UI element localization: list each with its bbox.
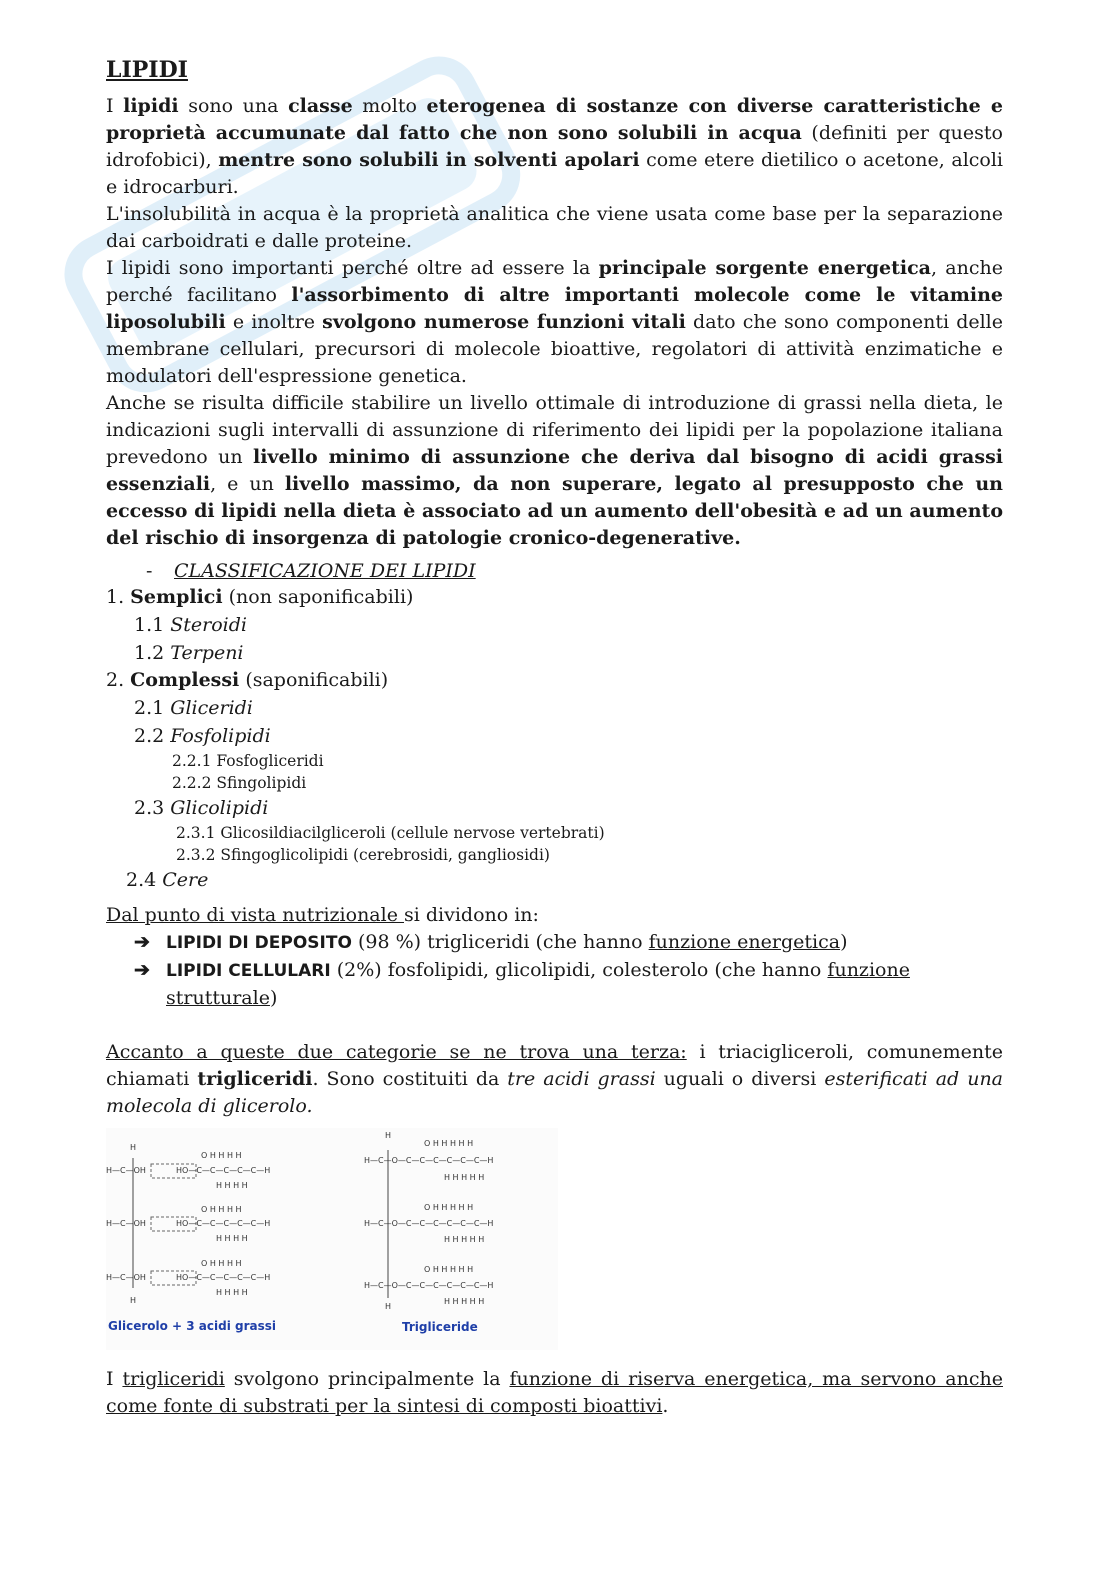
svg-text:O H H H H: O H H H H bbox=[201, 1151, 242, 1160]
svg-text:O H H H H H: O H H H H H bbox=[424, 1265, 474, 1274]
list-item: 2.2 Fosfolipidi bbox=[134, 725, 271, 747]
svg-text:H: H bbox=[385, 1131, 392, 1140]
svg-text:H H H H: H H H H bbox=[216, 1181, 248, 1190]
nutrition-item-cellulari: ➔ LIPIDI CELLULARI (2%) fosfolipidi, glicolipidi, colesterolo (che hanno funzione strutturale) bbox=[134, 959, 910, 1009]
svg-text:HO—C—C—C—C—C—H: HO—C—C—C—C—C—H bbox=[176, 1273, 271, 1282]
list-item: 2.1 Gliceridi bbox=[134, 697, 253, 719]
svg-text:O H H H H H: O H H H H H bbox=[424, 1203, 474, 1212]
svg-text:H H H H H: H H H H H bbox=[444, 1235, 485, 1244]
svg-text:H: H bbox=[130, 1296, 137, 1305]
classification-heading: - CLASSIFICAZIONE DEI LIPIDI bbox=[146, 560, 476, 582]
list-item: 2.2.1 Fosfogliceridi bbox=[172, 752, 324, 770]
paragraph-intake: Anche se risulta difficile stabilire un livello ottimale di introduzione di grassi nella dieta, le indicazioni sugli intervalli di assunzione di riferimento dei lipidi per la popolazione italiana prevedono un livello minimo di assunzione che deriva dal bisogno di acidi grassi essenziali, e un livello massimo, da non superare, legato al presupposto che un eccesso di lipidi nella dieta è associato ad un aumento dell'obesità e ad un aumento del rischio di insorgenza di patologie cronico-degenerative. bbox=[106, 392, 1003, 549]
list-item: 2.4 Cere bbox=[126, 869, 209, 891]
list-item: 2.3 Glicolipidi bbox=[134, 797, 269, 819]
figure-label-glycerol: Glicerolo + 3 acidi grassi bbox=[108, 1319, 276, 1333]
list-item: 2.3.1 Glicosildiacilgliceroli (cellule nervose vertebrati) bbox=[176, 824, 605, 842]
arrow-icon: ➔ bbox=[134, 931, 150, 953]
svg-text:H H H H: H H H H bbox=[216, 1288, 248, 1297]
svg-text:H H H H H: H H H H H bbox=[444, 1297, 485, 1306]
triglyceride-structure-diagram bbox=[106, 1128, 558, 1350]
nutrition-item-deposito: ➔ LIPIDI DI DEPOSITO (98 %) trigliceridi (che hanno funzione energetica) bbox=[106, 929, 1003, 957]
svg-text:H H H H: H H H H bbox=[216, 1234, 248, 1243]
list-item: 1.1 Steroidi bbox=[134, 614, 247, 636]
paragraph-functions: I trigliceridi svolgono principalmente la funzione di riserva energetica, ma servono anche come fonte di substrati per la sintesi di composti bioattivi. bbox=[106, 1368, 1003, 1417]
svg-text:O H H H H H: O H H H H H bbox=[424, 1139, 474, 1148]
list-item: 2.3.2 Sfingoglicolipidi (cerebrosidi, gangliosidi) bbox=[176, 846, 550, 864]
svg-text:HO—C—C—C—C—C—H: HO—C—C—C—C—C—H bbox=[176, 1166, 271, 1175]
document-page bbox=[106, 55, 1003, 1420]
svg-text:H—C—OH: H—C—OH bbox=[106, 1219, 146, 1228]
svg-text:H—C—OH: H—C—OH bbox=[106, 1166, 146, 1175]
page-title: LIPIDI bbox=[106, 57, 188, 83]
paragraph-triglycerides: Accanto a queste due categorie se ne trova una terza: i triacigliceroli, comunemente chiamati trigliceridi. Sono costituiti da tre acidi grassi uguali o diversi esterificati ad una molecola di glicerolo. bbox=[106, 1041, 1004, 1117]
nutrition-intro: Dal punto di vista nutrizionale si dividono in: bbox=[106, 904, 539, 926]
list-item: 2. Complessi (saponificabili) bbox=[106, 669, 389, 691]
classification-list bbox=[106, 584, 1003, 894]
svg-text:H: H bbox=[130, 1143, 137, 1152]
svg-text:H—C—O—C—C—C—C—C—C—H: H—C—O—C—C—C—C—C—C—H bbox=[364, 1281, 494, 1290]
svg-text:H H H H H: H H H H H bbox=[444, 1173, 485, 1182]
list-item: 1. Semplici (non saponificabili) bbox=[106, 586, 414, 608]
svg-text:HO—C—C—C—C—C—H: HO—C—C—C—C—C—H bbox=[176, 1219, 271, 1228]
paragraph-insolubility: L'insolubilità in acqua è la proprietà analitica che viene usata come base per la separazione dai carboidrati e dalle proteine. bbox=[106, 203, 1003, 252]
triglyceride-figure bbox=[106, 1128, 558, 1350]
list-item: 1.2 Terpeni bbox=[134, 642, 244, 664]
paragraph-intro: I lipidi sono una classe molto eterogenea di sostanze con diverse caratteristiche e proprietà accumunate dal fatto che non sono solubili in acqua (definiti per questo idrofobici), mentre sono solubili in solventi apolari come etere dietilico o acetone, alcoli e idrocarburi. bbox=[106, 95, 1004, 198]
svg-text:H—C—OH: H—C—OH bbox=[106, 1273, 146, 1282]
svg-text:H: H bbox=[385, 1302, 392, 1311]
svg-text:H—C—O—C—C—C—C—C—C—H: H—C—O—C—C—C—C—C—C—H bbox=[364, 1219, 494, 1228]
svg-text:O H H H H: O H H H H bbox=[201, 1259, 242, 1268]
svg-text:H—C—O—C—C—C—C—C—C—H: H—C—O—C—C—C—C—C—C—H bbox=[364, 1156, 494, 1165]
figure-label-triglyceride: Trigliceride bbox=[402, 1320, 478, 1334]
arrow-icon: ➔ bbox=[134, 959, 150, 981]
svg-text:O H H H H: O H H H H bbox=[201, 1205, 242, 1214]
list-item: 2.2.2 Sfingolipidi bbox=[172, 774, 307, 792]
paragraph-importance: I lipidi sono importanti perché oltre ad essere la principale sorgente energetica, anche perché facilitano l'assorbimento di altre importanti molecole come le vitamine liposolubili e inoltre svolgono numerose funzioni vitali dato che sono componenti delle membrane cellulari, precursori di molecole bioattive, regolatori di attività enzimatiche e modulatori dell'espressione genetica. bbox=[106, 257, 1004, 387]
